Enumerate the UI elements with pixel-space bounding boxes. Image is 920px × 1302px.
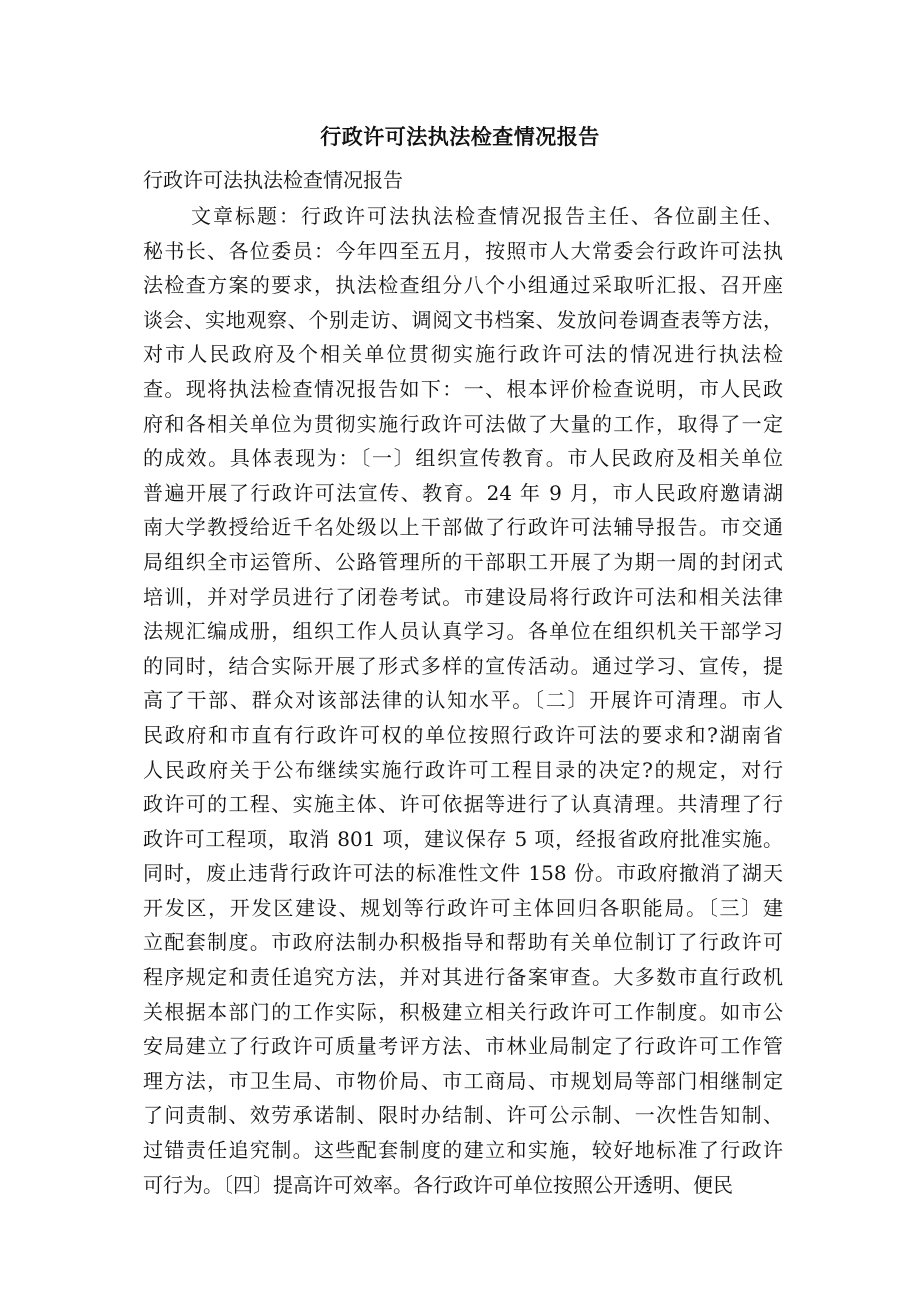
body-text-line: 高了干部、群众对该部法律的认知水平。〔二〕开展许可清理。市人 bbox=[143, 688, 783, 713]
body-text-line: 理方法，市卫生局、市物价局、市工商局、市规划局等部门相继制定 bbox=[143, 1068, 783, 1093]
body-text-line: 法规汇编成册，组织工作人员认真学习。各单位在组织机关干部学习 bbox=[143, 619, 783, 644]
body-text-line: 立配套制度。市政府法制办积极指导和帮助有关单位制订了行政许可 bbox=[143, 930, 783, 955]
body-text-line: 府和各相关单位为贯彻实施行政许可法做了大量的工作，取得了一定 bbox=[143, 411, 783, 436]
body-text-line: 对市人民政府及个相关单位贯彻实施行政许可法的情况进行执法检 bbox=[143, 342, 783, 367]
body-text-line: 秘书长、各位委员：今年四至五月，按照市人大常委会行政许可法执 bbox=[143, 238, 783, 263]
body-text-line: 普遍开展了行政许可法宣传、教育。24 年 9 月，市人民政府邀请湖 bbox=[143, 480, 783, 505]
body-text-line: 查。现将执法检查情况报告如下：一、根本评价检查说明，市人民政 bbox=[143, 376, 783, 401]
body-text-line: 政许可工程项，取消 801 项，建议保存 5 项，经报省政府批准实施。 bbox=[143, 826, 783, 851]
body-text-line: 培训，并对学员进行了闭卷考试。市建设局将行政许可法和相关法律 bbox=[143, 584, 783, 609]
body-text-line: 了问责制、效劳承诺制、限时办结制、许可公示制、一次性告知制、 bbox=[143, 1103, 783, 1128]
body-text-line: 的同时，结合实际开展了形式多样的宣传活动。通过学习、宣传，提 bbox=[143, 653, 783, 678]
document-body bbox=[143, 199, 783, 1202]
body-text-line: 法检查方案的要求，执法检查组分八个小组通过采取听汇报、召开座 bbox=[143, 273, 783, 298]
body-text-line: 民政府和市直有行政许可权的单位按照行政许可法的要求和?湖南省 bbox=[143, 722, 783, 747]
body-text-line: 开发区，开发区建设、规划等行政许可主体回归各职能局。〔三〕建 bbox=[143, 895, 783, 920]
body-text-line: 谈会、实地观察、个别走访、调阅文书档案、发放问卷调查表等方法， bbox=[143, 307, 783, 332]
body-text-line: 关根据本部门的工作实际，积极建立相关行政许可工作制度。如市公 bbox=[143, 999, 783, 1024]
body-text-line: 可行为。〔四〕提高许可效率。各行政许可单位按照公开透明、便民 bbox=[143, 1172, 733, 1197]
body-text-line: 人民政府关于公布继续实施行政许可工程目录的决定?的规定，对行 bbox=[143, 757, 783, 782]
document-subtitle: 行政许可法执法检查情况报告 bbox=[143, 168, 403, 192]
body-text-line: 局组织全市运管所、公路管理所的干部职工开展了为期一周的封闭式 bbox=[143, 549, 783, 574]
document-title: 行政许可法执法检查情况报告 bbox=[320, 124, 600, 149]
body-text-line: 南大学教授给近千名处级以上干部做了行政许可法辅导报告。市交通 bbox=[143, 515, 783, 540]
body-text-line: 过错责任追究制。这些配套制度的建立和实施，较好地标准了行政许 bbox=[143, 1138, 783, 1163]
body-text-line: 政许可的工程、实施主体、许可依据等进行了认真清理。共清理了行 bbox=[143, 792, 783, 817]
body-text-line: 的成效。具体表现为：〔一〕组织宣传教育。市人民政府及相关单位 bbox=[143, 446, 783, 471]
body-text-line: 程序规定和责任追究方法，并对其进行备案审查。大多数市直行政机 bbox=[143, 965, 783, 990]
body-text-line: 安局建立了行政许可质量考评方法、市林业局制定了行政许可工作管 bbox=[143, 1034, 783, 1059]
body-text-line: 同时，废止违背行政许可法的标准性文件 158 份。市政府撤消了湖天 bbox=[143, 861, 783, 886]
body-text-line: 文章标题：行政许可法执法检查情况报告主任、各位副主任、 bbox=[191, 204, 783, 228]
